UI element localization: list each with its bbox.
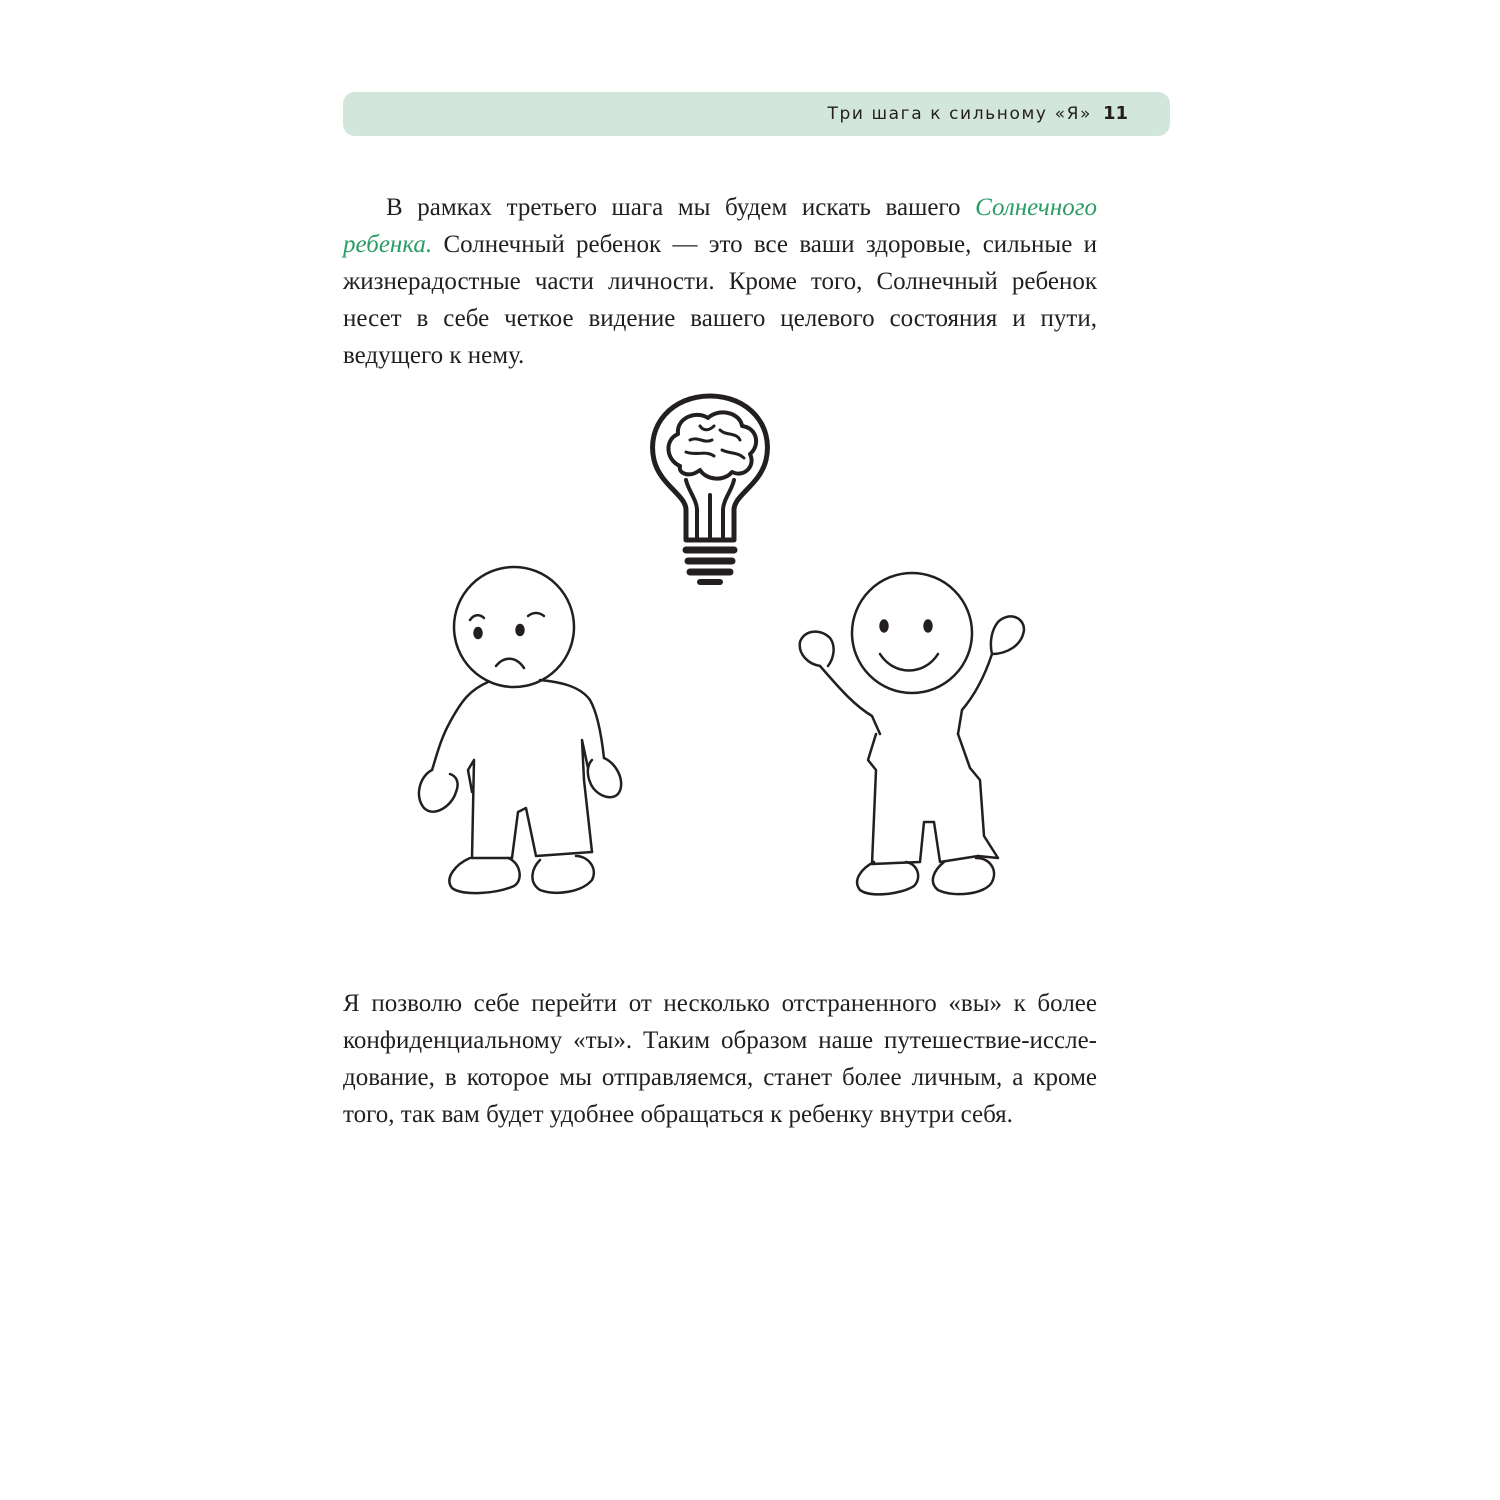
paragraph-rest: Солнечный ребенок — это все ваши здоровые, сильные и жизнерадостные части личности. Кроме того, Солнечный ребенок несет в себе четкое видение вашего целевого состояния и пути, ведущего к нему. bbox=[343, 231, 1097, 369]
happy-person-icon bbox=[800, 573, 1024, 894]
chapter-title: Три шага к сильному «Я» bbox=[827, 104, 1092, 124]
illustration bbox=[400, 380, 1060, 910]
sunny-child-term: Солнечного ребенка. bbox=[343, 194, 1097, 258]
page-number: 11 bbox=[1102, 103, 1128, 124]
running-header bbox=[343, 92, 1170, 136]
paragraph-informal-address: Я позволю себе перейти от несколько отстраненного «вы» к более конфиденциальному «ты». Таким образом наше путешествие-исследование, в которое мы отправляемся, станет более личным, а кроме того, так вам будет удобнее обращаться к ребенку внутри себя. bbox=[343, 990, 1097, 1128]
paragraph-intro: В рамках третьего шага мы будем искать вашего bbox=[386, 194, 976, 221]
sad-person-icon bbox=[419, 567, 621, 893]
paragraph-sunny-child bbox=[343, 189, 1097, 374]
lightbulb-brain-icon bbox=[653, 396, 768, 582]
